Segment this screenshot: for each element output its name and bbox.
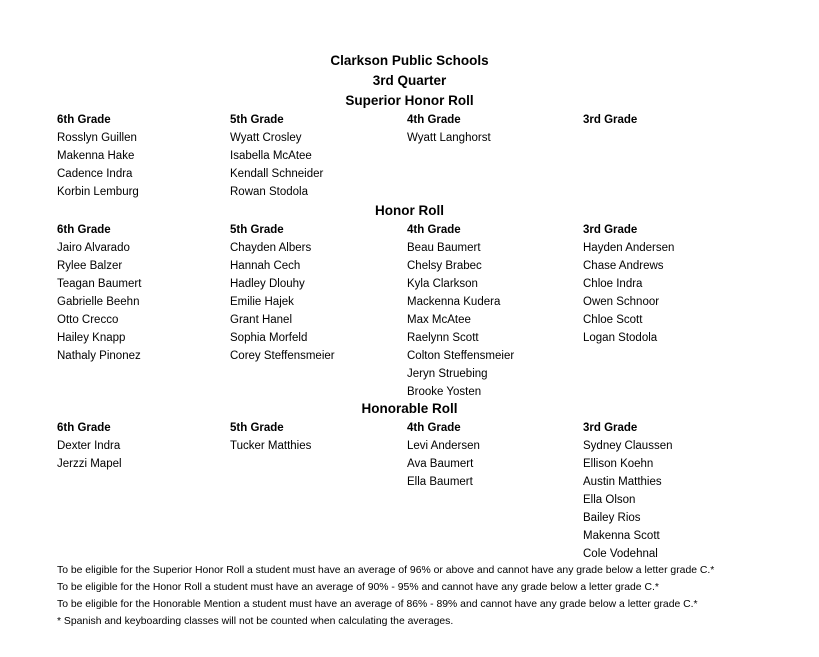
student-name: Gabrielle Beehn — [57, 296, 140, 308]
student-name: Levi Andersen — [407, 440, 480, 452]
student-name: Korbin Lemburg — [57, 186, 139, 198]
section-title-honor-roll: Honor Roll — [375, 203, 444, 218]
student-name: Rylee Balzer — [57, 260, 123, 272]
honor-5th-grade-column — [230, 221, 400, 365]
student-name: Makenna Hake — [57, 150, 135, 162]
student-name: Chayden Albers — [230, 242, 312, 254]
grade-header: 5th Grade — [230, 422, 284, 434]
grade-header: 6th Grade — [57, 224, 111, 236]
student-name: Hailey Knapp — [57, 332, 126, 344]
student-name: Beau Baumert — [407, 242, 481, 254]
superior-6th-grade-column — [57, 111, 227, 201]
grade-header: 4th Grade — [407, 114, 461, 126]
student-name: Wyatt Langhorst — [407, 132, 491, 144]
student-name: Kyla Clarkson — [407, 278, 478, 290]
honorable-6th-grade-column — [57, 419, 227, 473]
student-name: Tucker Matthies — [230, 440, 312, 452]
grade-header: 6th Grade — [57, 422, 111, 434]
student-name: Owen Schnoor — [583, 296, 660, 308]
grade-header: 3rd Grade — [583, 422, 638, 434]
student-name: Grant Hanel — [230, 314, 293, 326]
student-name: Ella Olson — [583, 494, 636, 506]
student-name: Rosslyn Guillen — [57, 132, 137, 144]
grade-header: 4th Grade — [407, 224, 461, 236]
student-name: Kendall Schneider — [230, 168, 324, 180]
student-name: Teagan Baumert — [57, 278, 142, 290]
student-name: Hadley Dlouhy — [230, 278, 305, 290]
grade-header: 4th Grade — [407, 422, 461, 434]
student-name: Bailey Rios — [583, 512, 641, 524]
student-name: Cadence Indra — [57, 168, 133, 180]
student-name: Makenna Scott — [583, 530, 660, 542]
quarter-title: 3rd Quarter — [372, 73, 447, 88]
student-name: Corey Steffensmeier — [230, 350, 335, 362]
grade-header: 5th Grade — [230, 224, 284, 236]
section-title-superior-honor-roll: Superior Honor Roll — [345, 93, 474, 108]
student-name: Sophia Morfeld — [230, 332, 308, 344]
student-name: Chelsy Brabec — [407, 260, 482, 272]
honor-6th-grade-column — [57, 221, 227, 365]
student-name: Chase Andrews — [583, 260, 664, 272]
student-name: Colton Steffensmeier — [407, 350, 515, 362]
student-name: Mackenna Kudera — [407, 296, 501, 308]
student-name: Isabella McAtee — [230, 150, 312, 162]
student-name: Ella Baumert — [407, 476, 473, 488]
honorable-4th-grade-column — [407, 419, 577, 491]
footnote-excluded-classes: * Spanish and keyboarding classes will not be counted when calculating the averages. — [57, 616, 454, 627]
student-name: Hayden Andersen — [583, 242, 675, 254]
student-name: Dexter Indra — [57, 440, 121, 452]
student-name: Rowan Stodola — [230, 186, 308, 198]
student-name: Jairo Alvarado — [57, 242, 130, 254]
student-name: Wyatt Crosley — [230, 132, 302, 144]
honorable-5th-grade-column — [230, 419, 400, 455]
eligibility-note-honorable: To be eligible for the Honorable Mention a student must have an average of 86% - 89% and cannot have any grade below a letter grade C.* — [57, 599, 698, 610]
grade-header: 5th Grade — [230, 114, 284, 126]
student-name: Ava Baumert — [407, 458, 474, 470]
grade-header: 6th Grade — [57, 114, 111, 126]
student-name: Chloe Indra — [583, 278, 643, 290]
student-name: Jerzzi Mapel — [57, 458, 122, 470]
grade-header: 3rd Grade — [583, 114, 638, 126]
section-title-honorable-roll: Honorable Roll — [361, 401, 458, 416]
school-name: Clarkson Public Schools — [330, 53, 489, 68]
eligibility-note-honor: To be eligible for the Honor Roll a student must have an average of 90% - 95% and cannot have any grade below a letter grade C.* — [57, 582, 659, 593]
honor-3rd-grade-column — [583, 221, 753, 347]
student-name: Emilie Hajek — [230, 296, 294, 308]
student-name: Raelynn Scott — [407, 332, 479, 344]
student-name: Nathaly Pinonez — [57, 350, 141, 362]
student-name: Max McAtee — [407, 314, 471, 326]
student-name: Cole Vodehnal — [583, 548, 658, 560]
superior-5th-grade-column — [230, 111, 400, 201]
student-name: Otto Crecco — [57, 314, 119, 326]
honor-4th-grade-column — [407, 221, 577, 401]
student-name: Brooke Yosten — [407, 386, 482, 398]
superior-3rd-grade-column — [583, 111, 753, 129]
student-name: Hannah Cech — [230, 260, 301, 272]
student-name: Austin Matthies — [583, 476, 662, 488]
grade-header: 3rd Grade — [583, 224, 638, 236]
eligibility-note-superior: To be eligible for the Superior Honor Roll a student must have an average of 96% or above and cannot have any grade below a letter grade C.* — [57, 565, 715, 576]
honorable-3rd-grade-column — [583, 419, 753, 563]
student-name: Chloe Scott — [583, 314, 643, 326]
student-name: Sydney Claussen — [583, 440, 673, 452]
student-name: Logan Stodola — [583, 332, 658, 344]
student-name: Jeryn Struebing — [407, 368, 488, 380]
student-name: Ellison Koehn — [583, 458, 654, 470]
superior-4th-grade-column — [407, 111, 577, 147]
